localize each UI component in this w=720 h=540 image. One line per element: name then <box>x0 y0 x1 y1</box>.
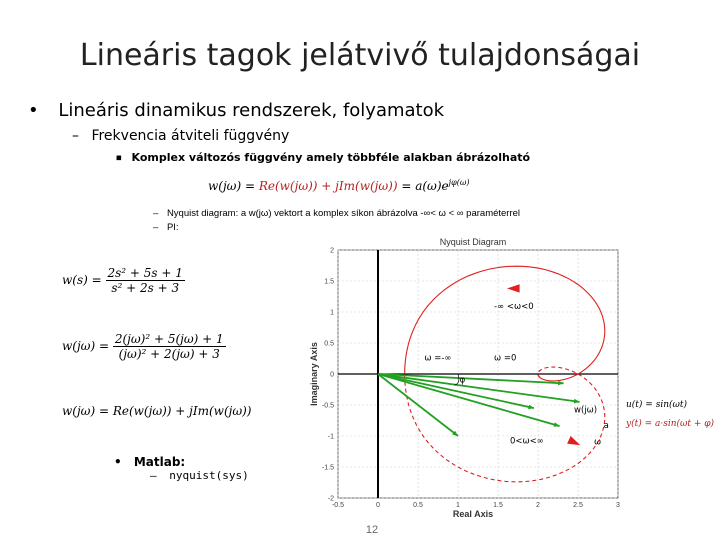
bullet-level3-text: Komplex változós függvény amely többféle alakban ábrázolható <box>131 151 531 164</box>
annotation-label: w(jω) <box>574 405 598 416</box>
bullet-dot: • <box>28 100 39 121</box>
eq-top-exp: jφ(ω) <box>448 178 470 187</box>
dash-icon: – <box>153 222 159 233</box>
y-tick-label: -2 <box>327 495 334 503</box>
annotation-label: ω =0 <box>494 353 517 364</box>
annotation-label: -∞ <ω<0 <box>494 301 534 312</box>
bullet-level1-text: Lineáris dinamikus rendszerek, folyamatok <box>58 100 445 121</box>
eq-top-re: Re(w(jω)) + jIm(w(jω)) <box>258 179 398 193</box>
eq-top-rhs: = a(ω)e <box>397 179 449 193</box>
x-tick-label: 3 <box>616 502 620 509</box>
x-axis-label: Real Axis <box>452 509 494 519</box>
eq-wjw-lhs: w(jω) = <box>62 339 110 353</box>
chart-title: Nyquist Diagram <box>439 237 507 247</box>
bullet-level2-text: Frekvencia átviteli függvény <box>91 128 290 144</box>
y-tick-label: -1.5 <box>321 464 334 472</box>
y-tick-label: 1.5 <box>324 278 334 286</box>
eq-bottom: w(jω) = Re(w(jω)) + jIm(w(jω)) <box>62 404 252 418</box>
bullet-square: ■ <box>116 154 122 162</box>
y-axis-label: Imaginary Axis <box>309 342 319 406</box>
y-tick-label: -0.5 <box>321 402 334 410</box>
y-tick-label: 1 <box>330 309 334 317</box>
annotation-label: a <box>603 420 609 431</box>
matlab-command: nyquist(sys) <box>169 469 249 482</box>
x-tick-label: 2.5 <box>573 502 583 509</box>
eq-wjw-num: 2(jω)² + 5(jω) + 1 <box>114 332 224 346</box>
annotation-label: ω =-∞ <box>424 353 452 364</box>
bullet-dot: • <box>114 455 122 469</box>
bullet-dash: – <box>72 128 79 144</box>
x-tick-label: 0.5 <box>413 502 423 509</box>
x-tick-label: 0 <box>376 502 380 509</box>
annotation-label: φ <box>459 375 466 386</box>
eq-ws-num: 2s² + 5s + 1 <box>107 266 183 280</box>
dash-icon: – <box>153 208 159 219</box>
slide-title: Lineáris tagok jelátvivő tulajdonságai <box>79 38 641 73</box>
x-tick-label: 1 <box>456 502 460 509</box>
eq-ws-lhs: w(s) = <box>62 273 102 287</box>
annotation-label: ω <box>594 437 602 448</box>
eq-top-lhs: w(jω) = <box>208 179 256 193</box>
eq-ws-den: s² + 2s + 3 <box>111 281 180 295</box>
annotation-label: 0<ω<∞ <box>510 436 544 447</box>
pi-line-text: PI: <box>166 222 179 233</box>
y-tick-label: 0 <box>330 371 334 379</box>
y-tick-label: -1 <box>327 433 334 441</box>
side-eq-output-text: y(t) = a·sin(ωt + φ) <box>626 419 715 429</box>
y-tick-label: 0.5 <box>324 340 334 348</box>
dash-icon: – <box>150 469 157 482</box>
side-eq-input-text: u(t) = sin(ωt) <box>626 400 687 410</box>
x-tick-label: 1.5 <box>493 502 503 509</box>
y-tick-label: 2 <box>330 247 334 255</box>
page-number: 12 <box>365 524 379 536</box>
matlab-label: Matlab: <box>133 455 186 469</box>
eq-wjw-den: (jω)² + 2(jω) + 3 <box>118 347 220 361</box>
x-tick-label: -0.5 <box>331 502 345 509</box>
nyquist-line-text: Nyquist diagram: a w(jω) vektort a komplex síkon ábrázolva -∞< ω < ∞ paraméterrel <box>166 208 521 219</box>
x-tick-label: 2 <box>536 502 540 509</box>
